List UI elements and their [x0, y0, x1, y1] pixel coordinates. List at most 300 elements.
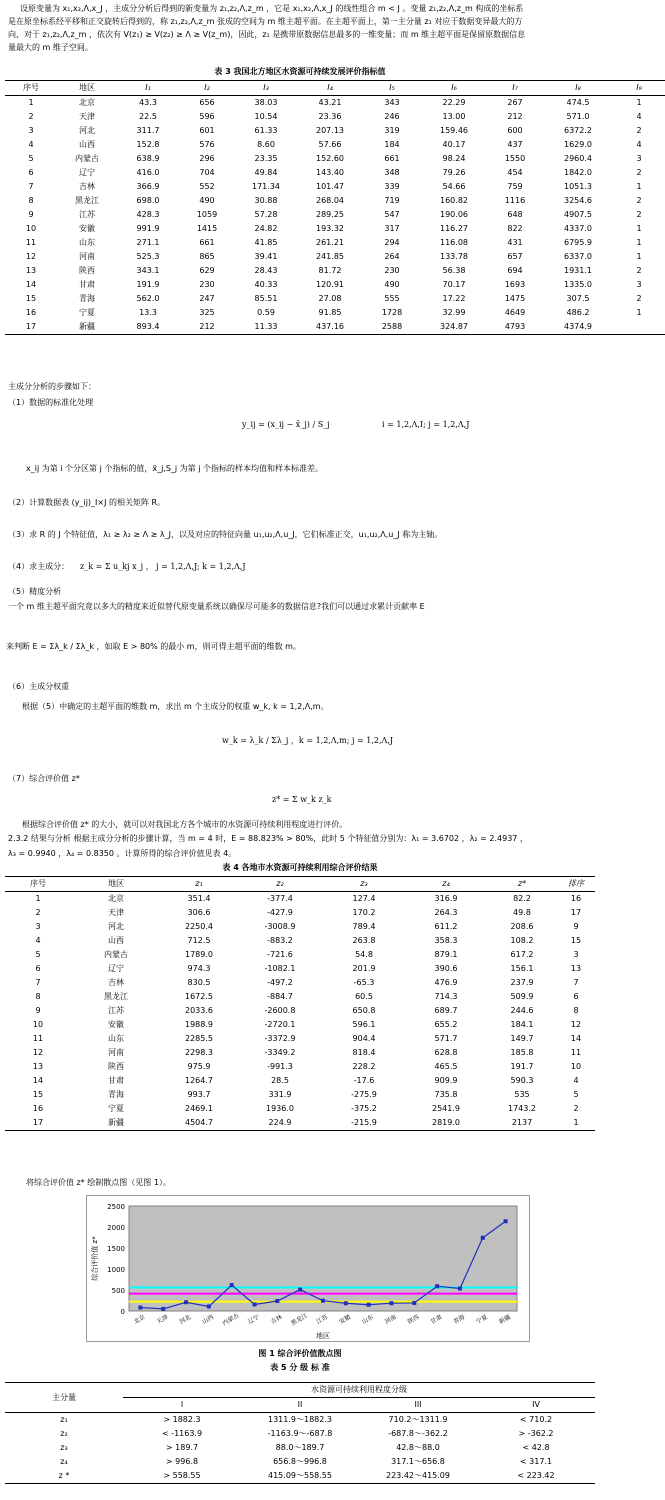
table4-cell: 149.7	[510, 1034, 534, 1043]
table3-cell: 57.66	[318, 140, 342, 149]
table3-cell: 661	[199, 238, 215, 247]
table3-cell: 4	[28, 140, 34, 149]
table-row	[5, 1116, 595, 1131]
table5-cell: < -1163.9	[161, 1429, 203, 1438]
table4-cell: -2720.1	[264, 1020, 296, 1029]
table3-cell: 17	[5, 320, 57, 335]
table-row	[5, 1088, 595, 1102]
table3-cell: 1	[636, 224, 642, 233]
data-point	[458, 1287, 462, 1291]
x-tick-label: 河北	[178, 1313, 193, 1326]
table4-cell: -884.7	[267, 992, 293, 1001]
data-point	[435, 1284, 439, 1288]
table4-cell: 909.9	[434, 1076, 458, 1085]
table4-cell: 82.2	[513, 894, 531, 903]
table3-cell	[613, 320, 665, 335]
table4-cell: 宁夏	[108, 1104, 124, 1113]
table4-caption: 表 4 各地市水资源可持续利用综合评价结果	[222, 863, 378, 872]
y-tick-label: 1500	[107, 1245, 125, 1253]
table-row	[5, 152, 665, 166]
intro-line-4: 量最大的 m 维子空间。	[8, 43, 93, 52]
table5-cell: 317.1～656.8	[391, 1457, 445, 1466]
table3-cell: 4337.0	[564, 224, 592, 233]
y-tick-label: 1000	[107, 1266, 125, 1274]
table3-cell: 343	[384, 98, 400, 107]
table3-cell: 吉林	[79, 182, 95, 191]
table3-cell: 319	[384, 126, 400, 135]
table5-cell: > 558.55	[123, 1469, 241, 1484]
table3-cell: 296	[199, 154, 215, 163]
table3-cell: 10	[25, 224, 37, 233]
intro-line-2: 是在原坐标系经平移和正交旋转后得到的，称 z₁,z₂,Λ,z_m 张成的空间为 m 维主超平面。在主超平面上，第一主分量 z₁ 对应于数据变异最大的方	[8, 17, 523, 26]
table4-cell: 1	[557, 1116, 595, 1131]
table3-cell: 1059	[196, 210, 218, 219]
table3-header-2: I₁	[117, 81, 179, 96]
table3-cell: 294	[384, 238, 400, 247]
table4-cell: 358.3	[434, 936, 458, 945]
table4-cell: 2	[573, 1104, 579, 1113]
table4-cell: 712.5	[187, 936, 211, 945]
table4-cell: 2033.6	[185, 1006, 213, 1015]
x-tick-label: 陕西	[406, 1313, 421, 1326]
table3-cell: 13.3	[139, 308, 157, 317]
table3-header-10: I₉	[613, 81, 665, 96]
table-row	[5, 124, 665, 138]
table3-cell: 116.08	[440, 238, 468, 247]
table3-cell: 3	[28, 126, 34, 135]
table3-cell: 1051.3	[564, 182, 592, 191]
table4-cell: 156.1	[510, 964, 534, 973]
table3-cell: 490	[199, 196, 215, 205]
table-row	[5, 278, 665, 292]
step-6-text: 根据（5）中确定的主超平面的维数 m，求出 m 个主成分的权重 w_k, k = 1,2,Λ,m。	[22, 702, 329, 711]
table4-cell: -3008.9	[264, 922, 296, 931]
step-6-title: （6）主成分权重	[8, 682, 70, 691]
table4-cell: 596.1	[352, 1020, 376, 1029]
table-row	[5, 934, 595, 948]
table4-cell: 11	[32, 1034, 44, 1043]
table3-cell: 339	[384, 182, 400, 191]
table4-cell: 7	[573, 978, 579, 987]
table4-cell: 1988.9	[185, 1020, 213, 1029]
table3-cell: 325	[199, 308, 215, 317]
step-7-formula: z* = Σ w_k z_k	[272, 795, 332, 804]
table4-cell: -2600.8	[264, 1006, 296, 1015]
table3-cell: 571.0	[566, 112, 590, 121]
table3-cell: 454	[507, 168, 523, 177]
table3-cell: 552	[199, 182, 215, 191]
table3-cell: 638.9	[136, 154, 160, 163]
intro-paragraph	[8, 2, 592, 54]
data-point	[184, 1300, 188, 1304]
table-row	[5, 990, 595, 1004]
table3-cell: 17.22	[442, 294, 466, 303]
table-row	[5, 1074, 595, 1088]
table3-cell: 56.38	[442, 266, 466, 275]
table4-cell: 476.9	[434, 978, 458, 987]
table3-cell: 230	[384, 266, 400, 275]
table3-cell: 698.0	[136, 196, 160, 205]
table3-cell: 28.43	[254, 266, 278, 275]
table4-cell: 3	[573, 950, 579, 959]
x-tick-label: 山东	[360, 1313, 375, 1326]
table3-cell: 16	[25, 308, 37, 317]
table3-cell: 431	[507, 238, 523, 247]
x-tick-label: 天津	[155, 1313, 170, 1326]
table5-cell: z₂	[60, 1429, 68, 1438]
table3-cell: 41.85	[254, 238, 278, 247]
data-point	[275, 1299, 279, 1303]
table3-cell: 24.82	[254, 224, 278, 233]
step-1-formula: y_ij = (x_ij − x̄_j) / S_j	[242, 420, 330, 429]
table3-cell: 191.9	[136, 280, 160, 289]
chart-container	[86, 1195, 530, 1342]
table3-cell: 陕西	[79, 266, 95, 275]
x-tick-label: 内蒙古	[221, 1312, 241, 1328]
table3-header-8: I₇	[487, 81, 543, 96]
table4-cell: 5	[35, 950, 41, 959]
table3-cell: 562.0	[136, 294, 160, 303]
table3-cell: 85.51	[254, 294, 278, 303]
x-tick-label: 江苏	[315, 1313, 330, 1326]
table3-cell: 207.13	[316, 126, 344, 135]
table3-cell: 40.17	[442, 140, 466, 149]
table4-cell: -275.9	[351, 1090, 377, 1099]
table4-cell: 465.5	[434, 1062, 458, 1071]
table3-cell: 6337.0	[564, 252, 592, 261]
table5-level-3: IV	[477, 1398, 595, 1413]
table3-cell: 4907.5	[564, 210, 592, 219]
table4-cell: 16	[570, 894, 582, 903]
table3-cell: 759	[507, 182, 523, 191]
table5-cell: < 710.2	[519, 1415, 553, 1424]
table4-cell: 390.6	[434, 964, 458, 973]
table4-cell: 2469.1	[185, 1104, 213, 1113]
table3-cell: 1728	[381, 308, 403, 317]
table4-header-2: z₁	[161, 877, 237, 892]
table3-cell: 山东	[79, 238, 95, 247]
table3-cell: 6372.2	[564, 126, 592, 135]
table-row	[5, 1004, 595, 1018]
x-tick-label: 河南	[383, 1313, 398, 1326]
table4-cell: 江苏	[108, 1006, 124, 1015]
table3-cell: 271.1	[136, 238, 160, 247]
table3-cell: 4374.9	[543, 320, 613, 335]
x-tick-label: 甘肃	[429, 1313, 444, 1326]
table3-cell: 143.40	[316, 168, 344, 177]
table3-cell: 1550	[504, 154, 526, 163]
table-row	[5, 1469, 595, 1484]
table4-cell: -427.9	[267, 908, 293, 917]
data-point	[389, 1301, 393, 1305]
table3-cell: 1	[636, 238, 642, 247]
table4-cell: 306.6	[187, 908, 211, 917]
table3-cell: 6	[28, 168, 34, 177]
table4-cell: 208.6	[510, 922, 534, 931]
table3-header-7: I₆	[421, 81, 487, 96]
table3-cell: 247	[199, 294, 215, 303]
table5	[5, 1382, 595, 1484]
data-point	[412, 1301, 416, 1305]
table4-cell: -1082.1	[264, 964, 296, 973]
table5-cell: > 189.7	[165, 1443, 199, 1452]
table4-cell: -377.4	[267, 894, 293, 903]
table-row	[5, 1455, 595, 1469]
table3-cell: 1415	[196, 224, 218, 233]
table4-cell: 山西	[108, 936, 124, 945]
table-row	[5, 1060, 595, 1074]
y-axis-label: 综合评价值 z*	[91, 1236, 99, 1281]
table3-cell: 629	[199, 266, 215, 275]
table-row	[5, 1032, 595, 1046]
table4-cell: 辽宁	[108, 964, 124, 973]
table3-cell: 91.85	[318, 308, 342, 317]
table3-cell: 241.85	[316, 252, 344, 261]
data-point	[321, 1299, 325, 1303]
table3-cell: 596	[199, 112, 215, 121]
table3-cell: 133.78	[440, 252, 468, 261]
table-row	[5, 962, 595, 976]
x-axis-label: 地区	[316, 1332, 330, 1340]
data-point	[344, 1301, 348, 1305]
result-line-1: 2.3.2 结果与分析 根据主成分分析的步骤计算，当 m = 4 时，E = 88.823% > 80%，此时 5 个特征值分别为：λ₁ = 3.6702 ，λ₂ = 2.4937 ，	[8, 834, 528, 843]
table3-cell: 43.3	[139, 98, 157, 107]
table4-cell: 11	[570, 1048, 582, 1057]
table3-cell: 1	[28, 98, 34, 107]
table3-cell: 1	[636, 252, 642, 261]
chart-svg	[87, 1196, 529, 1341]
table3-cell: 152.8	[136, 140, 160, 149]
y-tick-label: 2500	[107, 1203, 125, 1211]
table3-cell: 525.3	[136, 252, 160, 261]
table3-cell: 1475	[504, 294, 526, 303]
table4-cell: -991.3	[267, 1062, 293, 1071]
table3-cell: 2	[636, 196, 642, 205]
table4-cell: 316.9	[434, 894, 458, 903]
step-1-range: i = 1,2,Λ,I; j = 1,2,Λ,J	[382, 420, 470, 429]
table4-cell: 河北	[108, 922, 124, 931]
table4-cell: 170.2	[352, 908, 376, 917]
table4-cell: 1264.7	[185, 1076, 213, 1085]
table4-cell: 244.6	[510, 1006, 534, 1015]
table3-cell: 159.46	[440, 126, 468, 135]
data-point	[298, 1288, 302, 1292]
table-row	[5, 236, 665, 250]
table4-cell: 1936.0	[266, 1104, 294, 1113]
table3-cell: 490	[384, 280, 400, 289]
table4-cell: -17.6	[353, 1076, 375, 1085]
table3-cell: 437.16	[297, 320, 363, 335]
intro-line-3: 向，对于 z₁,z₂,Λ,z_m ，依次有 V(z₁) ≥ V(z₂) ≥ Λ ≥ V(z_m)，因此，z₁ 是携带原数据信息最多的一维变量；而 m 维主超平面是保留原数据信息	[8, 30, 526, 39]
table3-cell: 40.33	[254, 280, 278, 289]
table-row	[5, 1441, 595, 1455]
x-tick-label: 安徽	[338, 1313, 353, 1326]
table3-cell: 865	[199, 252, 215, 261]
table4-cell: 16	[32, 1104, 44, 1113]
table-row	[5, 222, 665, 236]
step-7-text: 根据综合评价值 z* 的大小，就可以对我国北方各个城市的水资源可持续利用程度进行评价。	[22, 820, 348, 829]
table3-cell: 1116	[504, 196, 526, 205]
table3-cell: 14	[25, 280, 37, 289]
table4-cell: 1743.2	[508, 1104, 536, 1113]
table3-cell: 4649	[504, 308, 526, 317]
table3-cell: 2	[636, 126, 642, 135]
table4-cell: -215.9	[323, 1116, 405, 1131]
table5-cell: > 1882.3	[163, 1415, 201, 1424]
table3-cell: 79.26	[442, 168, 466, 177]
table4-cell: 4504.7	[161, 1116, 237, 1131]
table4-cell: 5	[573, 1090, 579, 1099]
table4-cell: 17	[5, 1116, 71, 1131]
table4-cell: 14	[32, 1076, 44, 1085]
table4-cell: 237.9	[510, 978, 534, 987]
table4-cell: 201.9	[352, 964, 376, 973]
table-row	[5, 1102, 595, 1116]
table-row	[5, 180, 665, 194]
table3-cell: 11.33	[235, 320, 297, 335]
table3-cell: 1	[636, 182, 642, 191]
table3-caption: 表 3 我国北方地区水资源可持续发展评价指标值	[214, 67, 386, 76]
table3-cell: 甘肃	[79, 280, 95, 289]
table3-cell: 152.60	[316, 154, 344, 163]
table3-header-row	[5, 81, 665, 96]
table3-cell: 1693	[504, 280, 526, 289]
table3-cell: 324.87	[421, 320, 487, 335]
x-tick-label: 新疆	[497, 1313, 512, 1326]
table4-cell: 陕西	[108, 1062, 124, 1071]
table4-cell: 1672.5	[185, 992, 213, 1001]
table3-cell: 38.03	[254, 98, 278, 107]
table5-cell: -687.8～-362.2	[388, 1429, 448, 1438]
table3-cell: 267	[507, 98, 523, 107]
table3-cell: 11	[25, 238, 37, 247]
table4-cell: 2819.0	[405, 1116, 487, 1131]
table3-cell: 安徽	[79, 224, 95, 233]
table4-cell: 4	[35, 936, 41, 945]
table4-cell: 1789.0	[185, 950, 213, 959]
table4-cell: 7	[35, 978, 41, 987]
table4-cell: 571.7	[434, 1034, 458, 1043]
table3-cell: 2	[636, 266, 642, 275]
step-5-text-1: 一个 m 维主超平面究竟以多大的精度来近似替代原变量系统以确保尽可能多的数据信息?我们可以通过求累计贡献率 E	[8, 602, 425, 611]
table3-cell: 22.29	[442, 98, 466, 107]
table3	[5, 80, 665, 335]
table4-cell: 535	[514, 1090, 530, 1099]
table4-header-row	[5, 877, 595, 892]
table3-cell: 600	[507, 126, 523, 135]
table4-cell: -721.6	[267, 950, 293, 959]
table5-cell: 415.09～558.55	[241, 1469, 359, 1484]
table3-cell: 新疆	[57, 320, 117, 335]
data-point	[504, 1219, 508, 1223]
step-2: （2）计算数据表 (y_ij)_I×J 的相关矩阵 R。	[8, 498, 166, 507]
table3-cell: 54.66	[442, 182, 466, 191]
y-tick-label: 0	[120, 1308, 125, 1316]
table3-cell: 山西	[79, 140, 95, 149]
data-point	[481, 1236, 485, 1240]
table4-cell: 北京	[108, 894, 124, 903]
table3-cell: 101.47	[316, 182, 344, 191]
table4-cell: 2298.3	[185, 1048, 213, 1057]
step-5-text-2: 来判断 E = Σλ_k / Σλ_k ，如取 E > 80% 的最小 m，则可得主超平面的维数 m。	[6, 642, 301, 651]
data-point	[367, 1303, 371, 1307]
table3-cell: 486.2	[566, 308, 590, 317]
table4-cell: 331.9	[268, 1090, 292, 1099]
table3-cell: 656	[199, 98, 215, 107]
table-row	[5, 1046, 595, 1060]
table3-cell: 黑龙江	[75, 196, 99, 205]
table3-cell: 6795.9	[564, 238, 592, 247]
table3-cell: 428.3	[136, 210, 160, 219]
table4-cell: -65.3	[353, 978, 375, 987]
table4-cell: 993.7	[187, 1090, 211, 1099]
table3-cell: 1	[636, 308, 642, 317]
table3-cell: 311.7	[136, 126, 160, 135]
table3-cell: 268.04	[316, 196, 344, 205]
table3-cell: 704	[199, 168, 215, 177]
table4-cell: 2	[35, 908, 41, 917]
table3-header-9: I₈	[543, 81, 613, 96]
table3-cell: 22.5	[139, 112, 157, 121]
table3-cell: 437	[507, 140, 523, 149]
table4-cell: 689.7	[434, 1006, 458, 1015]
table5-cell: < 223.42	[477, 1469, 595, 1484]
table3-cell: 辽宁	[79, 168, 95, 177]
table3-cell: 1842.0	[564, 168, 592, 177]
table4-cell: 108.2	[510, 936, 534, 945]
table3-cell: 190.06	[440, 210, 468, 219]
table4-cell: 黑龙江	[104, 992, 128, 1001]
table-row	[5, 976, 595, 990]
table4-header-7: 排序	[557, 877, 595, 892]
table4-cell: 590.3	[510, 1076, 534, 1085]
table4-cell: 191.7	[510, 1062, 534, 1071]
table3-cell: 1629.0	[564, 140, 592, 149]
table3-cell: 1335.0	[564, 280, 592, 289]
table3-cell: 348	[384, 168, 400, 177]
table3-cell: 2960.4	[564, 154, 592, 163]
table4-cell: 安徽	[108, 1020, 124, 1029]
table4-cell: 吉林	[108, 978, 124, 987]
table5-level-1: II	[241, 1398, 359, 1413]
table4-header-3: z₂	[237, 877, 323, 892]
table4-cell: 904.4	[352, 1034, 376, 1043]
table4-cell: -883.2	[267, 936, 293, 945]
table4-cell: 8	[35, 992, 41, 1001]
table4-cell: 509.9	[510, 992, 534, 1001]
table3-cell: 98.24	[442, 154, 466, 163]
data-point	[253, 1302, 257, 1306]
table4-cell: 224.9	[237, 1116, 323, 1131]
table4-header-1: 地区	[71, 877, 161, 892]
table3-cell: 12	[25, 252, 37, 261]
chart-intro: 将综合评价值 z* 绘制散点图（见图 1）。	[26, 1178, 171, 1187]
table5-cell: z₄	[60, 1457, 68, 1466]
table3-cell: 4	[636, 112, 642, 121]
table3-header-6: I₅	[363, 81, 421, 96]
table4-cell: 54.8	[355, 950, 373, 959]
table3-cell: 4	[636, 140, 642, 149]
table3-cell: 576	[199, 140, 215, 149]
table5-cell: > 996.8	[165, 1457, 199, 1466]
table3-cell: 61.33	[254, 126, 278, 135]
table3-cell: 江苏	[79, 210, 95, 219]
table4-cell: 内蒙古	[104, 950, 128, 959]
table4-cell: 8	[573, 1006, 579, 1015]
table3-cell: 河北	[79, 126, 95, 135]
table3-cell: 北京	[79, 98, 95, 107]
table4-cell: 735.8	[434, 1090, 458, 1099]
